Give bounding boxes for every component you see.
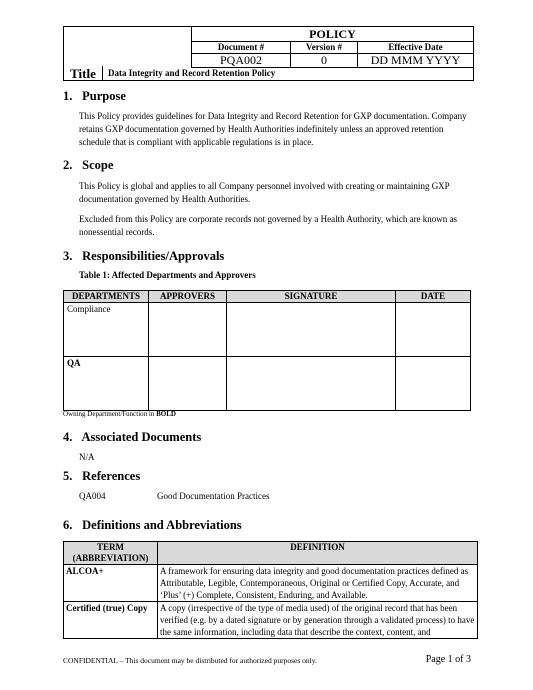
document-number-header: Document # [192,42,291,54]
title-label: Title [64,66,103,80]
section-heading-associated-documents [63,430,201,445]
table-row [64,357,471,411]
table-row [64,303,471,357]
note-bold: BOLD [156,410,176,418]
document-title: Data Integrity and Record Retention Policy [108,68,276,78]
effective-date-header: Effective Date [358,42,474,54]
section-title: Scope [82,158,114,172]
scope-text-2: Excluded from this Policy are corporate records not governed by a Health Authority, which are known as nonessential records. [79,214,458,237]
section-title: References [82,469,141,483]
section-title: Definitions and Abbreviations [82,518,242,532]
section-title: Purpose [82,89,126,103]
definitions-table [63,541,478,639]
section-title: Associated Documents [81,430,202,444]
title-bar [63,66,474,81]
purpose-text: This Policy provides guidelines for Data Integrity and Record Retention for GXP documentation. Company retains GXP documentation governed by Health Authorities indefinitely unless an approved retention schedule that is compliant with applicable regulations is in place. [79,111,467,147]
page-number: Page 1 of 3 [425,654,471,665]
effective-date-value: DD MMM YYYY [358,54,474,68]
col-signature: SIGNATURE [227,291,396,303]
approver-cell [149,357,227,411]
term-cell: Certified (true) Copy [64,602,158,639]
department-cell: QA [64,357,149,411]
reference-code: QA004 [79,491,106,501]
owning-department-note [63,410,176,418]
confidential-footer: CONFIDENTIAL – This document may be distributed for authorized purposes only. [63,656,317,665]
col-approvers: APPROVERS [149,291,227,303]
section-heading-purpose [63,89,126,104]
section-number: 6. [63,518,73,532]
definition-cell: A copy (irrespective of the type of media used) of the original record that has been verified (e.g. by a dated signature or by generation through a validated process) to have the same information, including data that describe the context, content, and [158,602,478,639]
reference-title: Good Documentation Practices [157,491,270,501]
section-number: 2. [63,158,73,172]
note-text: Owning Department/Function in [63,410,157,418]
section-heading-definitions [63,518,242,533]
table-caption: Table 1: Affected Departments and Approvers [79,270,256,280]
signature-cell [227,357,396,411]
department-cell: Compliance [64,303,149,357]
approver-cell [149,303,227,357]
section-number: 3. [63,249,73,263]
section-number: 1. [63,89,73,103]
definition-cell: A framework for ensuring data integrity and good documentation practices defined as Attributable, Legible, Contemporaneous, Original or Certified Copy, Accurate, and ‘Plus’ (+) Complete, Consistent, Enduring, and Available. [158,565,478,602]
scope-text-1: This Policy is global and applies to all Company personnel involved with creating or maintaining GXP documentation governed by Health Authorities. [79,181,450,204]
col-departments: DEPARTMENTS [64,291,149,303]
associated-documents-text: N/A [79,452,95,462]
header-blank-cell [64,27,192,68]
section-number: 5. [63,469,73,483]
version-value: 0 [291,54,358,68]
col-definition: DEFINITION [158,542,478,565]
section-heading-references [63,469,140,484]
col-term: TERM (ABBREVIATION) [64,542,158,565]
approvers-table [63,290,471,411]
table-row [64,602,478,639]
col-date: DATE [396,291,471,303]
document-header-table [63,26,474,68]
section-heading-responsibilities [63,249,224,264]
policy-label: POLICY [192,27,474,42]
term-cell: ALCOA+ [64,565,158,602]
table-row [64,565,478,602]
signature-cell [227,303,396,357]
section-number: 4. [63,430,73,444]
version-header: Version # [291,42,358,54]
section-title: Responsibilities/Approvals [82,249,225,263]
document-number-value: PQA002 [192,54,291,68]
section-heading-scope [63,158,113,173]
date-cell [396,357,471,411]
date-cell [396,303,471,357]
